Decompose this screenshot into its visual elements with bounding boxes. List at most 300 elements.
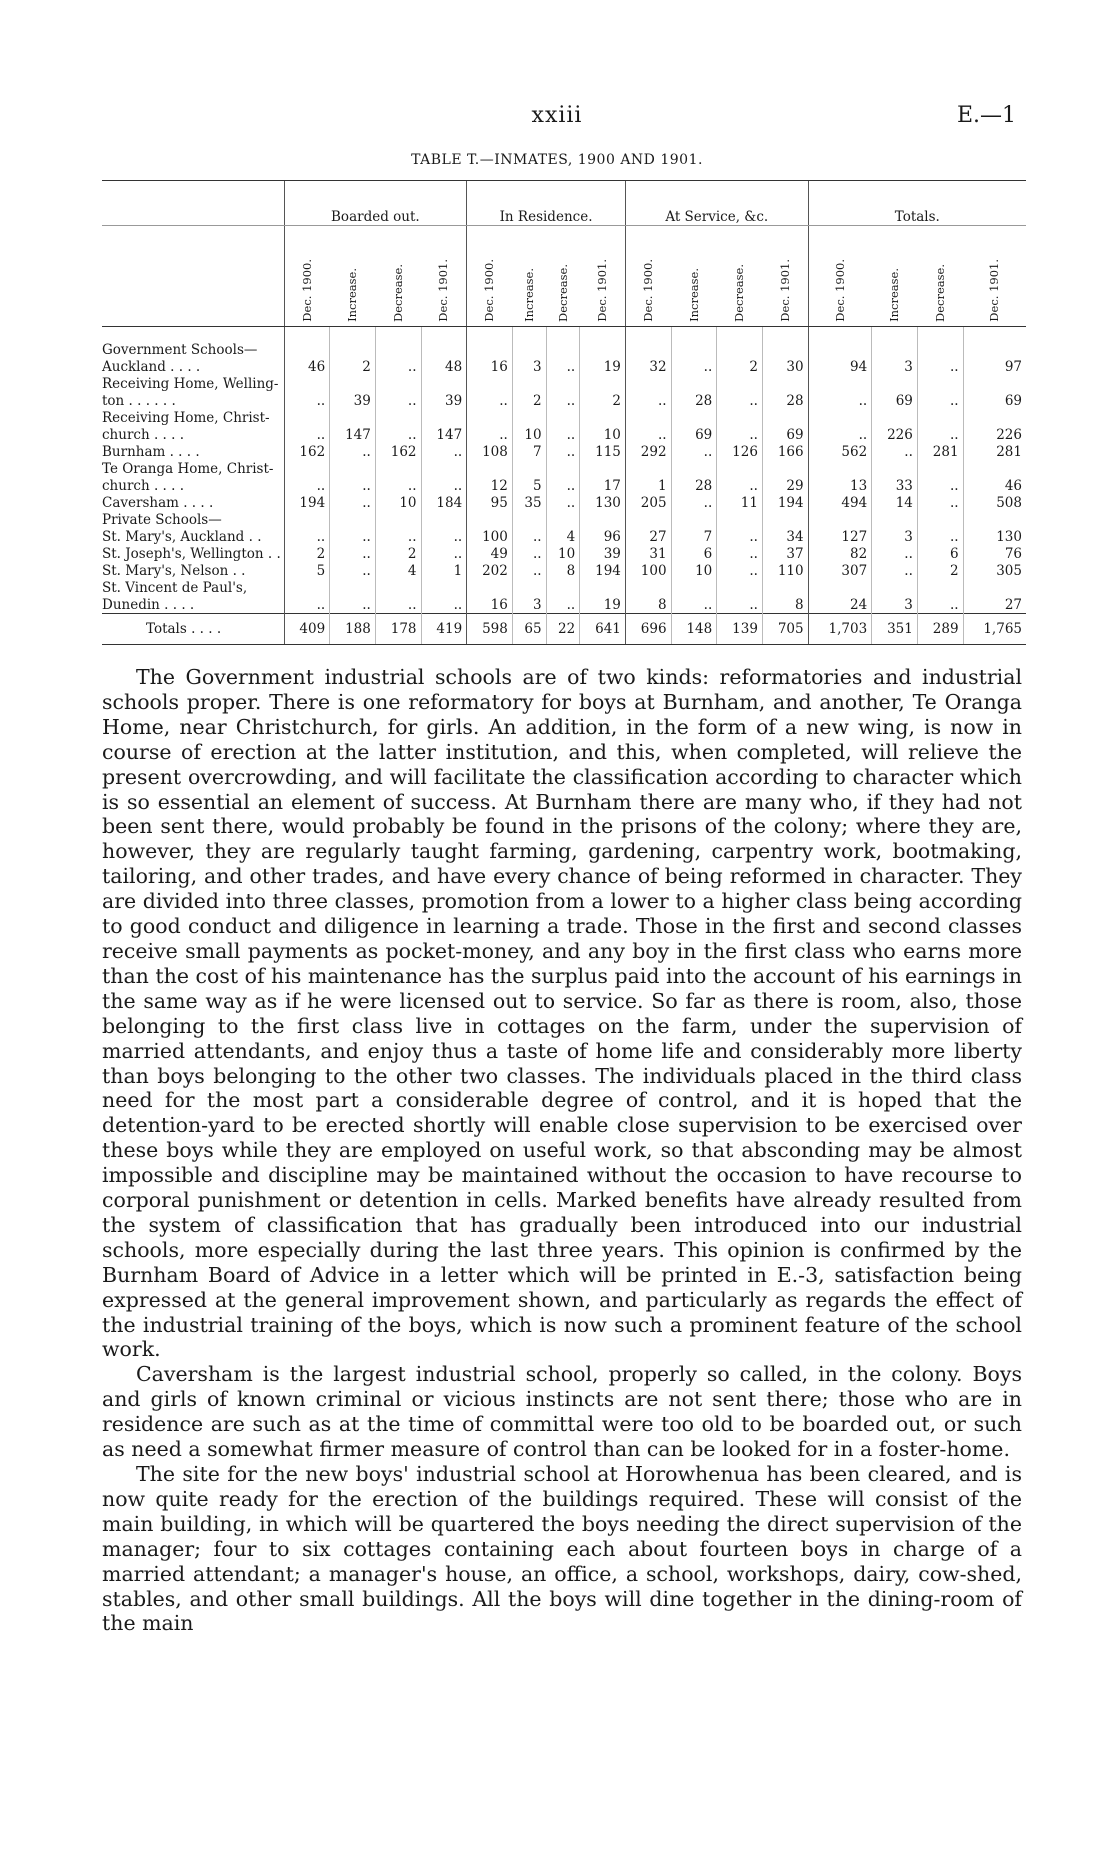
subcolumn-header-label: Dec. 1900. [641,259,656,323]
table-cell: 28 [671,392,717,409]
table-cell: 10 [375,494,421,511]
row-label: Dunedin . . . . [102,597,195,614]
table-cell: 39 [421,392,467,409]
table-cell: 147 [330,426,376,443]
row-label: Private Schools— [102,512,222,529]
subcolumn-header-label: Dec. 1901. [436,259,451,323]
table-row [102,545,1026,562]
table-cell: 96 [580,528,626,545]
table-cell: .. [625,392,671,409]
table-cell [421,409,467,426]
table-cell [284,579,330,596]
table-cell: 17 [580,477,626,494]
table-cell [762,375,808,392]
table-cell: 1 [421,562,467,579]
subcolumn-header [717,226,763,327]
table-cell: .. [512,528,546,545]
table-cell: 32 [625,358,671,375]
table-group-header-row [102,181,1026,226]
group-header-at-service: At Service, &c. [625,181,808,226]
subcolumn-header [284,226,330,327]
table-cell [872,460,918,477]
table-row [102,426,1026,443]
table-cell: 705 [762,614,808,645]
page-number: xxiii [531,103,583,128]
table-cell: 7 [671,528,717,545]
body-text [102,665,1022,1636]
table-cell: 126 [717,443,763,460]
row-label: church . . . . [102,478,184,495]
table-cell: .. [284,392,330,409]
table-cell: 2 [512,392,546,409]
table-cell: .. [717,477,763,494]
table-cell [671,460,717,477]
table-cell: 1 [625,477,671,494]
table-cell: 202 [467,562,513,579]
table-cell: 12 [467,477,513,494]
table-cell: 82 [808,545,872,562]
table-cell: 8 [546,562,580,579]
table-cell [421,579,467,596]
table-cell: 29 [762,477,808,494]
table-cell [375,460,421,477]
table-cell: .. [546,596,580,614]
subcolumn-header-label: Dec. 1900. [299,259,314,323]
table-cell: 292 [625,443,671,460]
table-cell: .. [330,477,376,494]
table-cell [671,327,717,359]
row-label: Auckland . . . . [102,359,201,376]
table-cell [625,327,671,359]
table-cell [580,375,626,392]
subcolumn-header-label: Decrease. [390,264,405,323]
table-cell [717,409,763,426]
table-cell: .. [421,528,467,545]
table-cell: 205 [625,494,671,511]
row-label: church . . . . [102,427,184,444]
table-cell [717,579,763,596]
table-cell: 6 [917,545,963,562]
table-cell: .. [872,443,918,460]
table-cell: 562 [808,443,872,460]
table-cell [717,375,763,392]
table-cell: .. [546,426,580,443]
table-cell: 494 [808,494,872,511]
table-cell: 305 [963,562,1026,579]
table-cell: 409 [284,614,330,645]
table-cell: .. [330,443,376,460]
paragraph-caversham: Caversham is the largest industrial school, properly so called, in the colony. Boys and girls of known criminal or vicious instincts are not sent there; those who are in residence are such as at the time of committal were too old to be boarded out, or such as need a somewhat firmer measure of control than can be looked for in a foster-home. [102,1362,1022,1462]
table-cell: .. [512,545,546,562]
table-cell: 289 [917,614,963,645]
table-cell [375,375,421,392]
table-cell: 226 [963,426,1026,443]
table-cell: 188 [330,614,376,645]
table-cell: 27 [625,528,671,545]
table-cell [330,460,376,477]
table-cell [917,460,963,477]
table-cell: 69 [762,426,808,443]
table-cell: 69 [671,426,717,443]
table-cell: 598 [467,614,513,645]
subcolumn-header-label: Dec. 1901. [777,259,792,323]
table-cell: .. [375,426,421,443]
table-cell: .. [717,528,763,545]
table-cell [375,409,421,426]
group-header-boarded-out: Boarded out. [284,181,467,226]
table-cell [963,511,1026,528]
table-cell [546,327,580,359]
table-cell: 10 [512,426,546,443]
subcolumn-header [808,226,872,327]
table-cell [625,579,671,596]
table-cell [284,511,330,528]
table-cell: 10 [546,545,580,562]
table-cell: 37 [762,545,808,562]
table-cell [546,511,580,528]
table-cell: 46 [284,358,330,375]
table-row [102,375,1026,392]
table-cell [808,579,872,596]
table-row [102,392,1026,409]
inmates-table [102,180,1026,645]
table-cell: 166 [762,443,808,460]
row-label: ton . . . . . . [102,393,176,410]
table-cell: .. [330,562,376,579]
table-row [102,511,1026,528]
table-cell [717,460,763,477]
subcolumn-header [375,226,421,327]
table-cell: .. [512,562,546,579]
table-cell: 194 [580,562,626,579]
table-cell [330,409,376,426]
table-stub-subheader [102,226,284,327]
table-cell: 28 [762,392,808,409]
table-cell [467,511,513,528]
table-cell [546,409,580,426]
table-cell [284,375,330,392]
table-cell [808,511,872,528]
table-cell: 3 [872,596,918,614]
table-cell: .. [375,392,421,409]
table-cell [872,579,918,596]
table-cell: 110 [762,562,808,579]
table-cell: 10 [671,562,717,579]
table-cell [546,579,580,596]
table-cell: 8 [762,596,808,614]
table-row [102,528,1026,545]
table-cell: .. [284,528,330,545]
table-cell: .. [375,358,421,375]
table-cell: 28 [671,477,717,494]
table-cell: 5 [512,477,546,494]
table-subcolumn-header-row [102,226,1026,327]
paragraph-reformatories: The Government industrial schools are of two kinds: reformatories and industrial schools proper. There is one reformatory for boys at Burnham, and another, Te Oranga Home, near Christchurch, for girls. An addition, in the form of a new wing, is now in course of erection at the latter institution, and this, when completed, will relieve the present overcrowding, and will facilitate the classification according to character which is so essential an element of success. At Burnham there are many who, if they had not been sent there, would probably be found in the prisons of the colony; where they are, however, they are regularly taught farming, gardening, carpentry work, bootmaking, tailoring, and other trades, and have every chance of being reformed in character. They are divided into three classes, promotion from a lower to a higher class being according to good conduct and diligence in learning a trade. Those in the first and second classes receive small payments as pocket-money, and any boy in the first class who earns more than the cost of his maintenance has the surplus paid into the account of his earnings in the same way as if he were licensed out to service. So far as there is room, also, those belonging to the first class live in cottages on the farm, under the supervision of married attendants, and enjoy thus a taste of home life and considerably more liberty than boys belonging to the other two classes. The individuals placed in the third class need for the most part a considerable degree of control, and it is hoped that the detention-yard to be erected shortly will enable close supervision to be exercised over these boys while they are employed on useful work, so that absconding may be almost impossible and discipline may be maintained without the occasion to have recourse to corporal punishment or detention in cells. Marked benefits have already resulted from the system of classification that has gradually been introduced into our industrial schools, more especially during the last three years. This opinion is confirmed by the Burnham Board of Advice in a letter which will be printed in E.-3, satisfaction being expressed at the general improvement shown, and particularly as regards the effect of the industrial training of the boys, which is now such a prominent feature of the school work. [102,665,1022,1362]
table-cell [375,327,421,359]
table-row [102,494,1026,511]
table-cell: 13 [808,477,872,494]
table-row [102,409,1026,426]
table-cell: 696 [625,614,671,645]
table-cell: 6 [671,545,717,562]
table-cell: 8 [625,596,671,614]
subcolumn-header [917,226,963,327]
subcolumn-header [546,226,580,327]
table-cell [872,511,918,528]
table-cell [872,327,918,359]
table-cell [671,409,717,426]
table-cell: 30 [762,358,808,375]
subcolumn-header-label: Decrease. [732,264,747,323]
table-cell: 162 [375,443,421,460]
table-cell: .. [917,528,963,545]
table-cell [808,327,872,359]
table-cell [917,409,963,426]
table-row [102,460,1026,477]
table-cell: 95 [467,494,513,511]
table-cell: 1,703 [808,614,872,645]
table-cell [917,579,963,596]
table-cell: 31 [625,545,671,562]
subcolumn-header [872,226,918,327]
table-cell: 11 [717,494,763,511]
table-cell: .. [330,528,376,545]
table-cell: .. [284,426,330,443]
table-cell: 127 [808,528,872,545]
table-cell: 39 [580,545,626,562]
table-row [102,579,1026,596]
table-cell [284,409,330,426]
subcolumn-header-label: Decrease. [555,264,570,323]
table-cell [467,579,513,596]
table-row [102,358,1026,375]
table-cell: .. [917,358,963,375]
table-cell: .. [917,426,963,443]
table-cell: .. [546,358,580,375]
table-cell [512,375,546,392]
table-cell: 130 [963,528,1026,545]
table-cell: 226 [872,426,918,443]
table-cell: 194 [762,494,808,511]
table-cell: .. [284,477,330,494]
table-cell: 7 [512,443,546,460]
subcolumn-header [330,226,376,327]
table-cell: 108 [467,443,513,460]
subcolumn-header [762,226,808,327]
row-label: St. Vincent de Paul's, [102,580,248,597]
table-cell [762,409,808,426]
group-header-totals: Totals. [808,181,1026,226]
table-cell: 76 [963,545,1026,562]
table-cell [717,327,763,359]
row-label: St. Joseph's, Wellington . . [102,546,281,563]
table-cell: .. [546,494,580,511]
table-stub-header [102,181,284,226]
table-cell [671,579,717,596]
table-cell [762,460,808,477]
table-cell: 3 [872,358,918,375]
table-cell [625,511,671,528]
table-cell: .. [421,443,467,460]
table-cell [330,511,376,528]
table-cell [625,375,671,392]
table-cell: 69 [963,392,1026,409]
table-cell: .. [717,392,763,409]
row-label: Receiving Home, Welling- [102,376,279,393]
table-cell [917,327,963,359]
table-cell: .. [330,494,376,511]
table-cell: 281 [917,443,963,460]
table-cell: .. [421,545,467,562]
table-cell: 194 [284,494,330,511]
row-label: Te Oranga Home, Christ- [102,461,274,478]
table-cell: 16 [467,596,513,614]
table-cell: 5 [284,562,330,579]
table-cell: .. [808,392,872,409]
table-cell: .. [546,477,580,494]
table-cell: 22 [546,614,580,645]
table-cell [580,327,626,359]
table-cell: .. [917,477,963,494]
table-cell [963,409,1026,426]
table-cell [284,460,330,477]
table-row [102,443,1026,460]
row-label: Totals . . . . [102,614,284,645]
table-cell [467,409,513,426]
table-cell: 4 [375,562,421,579]
table-cell [330,375,376,392]
table-cell: .. [917,494,963,511]
table-cell [546,375,580,392]
table-cell: 351 [872,614,918,645]
paragraph-horowhenua: The site for the new boys' industrial school at Horowhenua has been cleared, and is now quite ready for the erection of the buildings required. These will consist of the main building, in which will be quartered the boys needing the direct supervision of the manager; four to six cottages containing each about fourteen boys in charge of a married attendant; a manager's house, an office, a school, workshops, dairy, cow-shed, stables, and other small buildings. All the boys will dine together in the dining-room of the main [102,1462,1022,1636]
table-cell: .. [717,426,763,443]
subcolumn-header-label: Increase. [521,268,536,323]
row-label: Caversham . . . . [102,495,214,512]
table-cell: .. [375,528,421,545]
table-cell: 19 [580,358,626,375]
subcolumn-header-label: Increase. [887,268,902,323]
table-cell [963,375,1026,392]
table-cell: 3 [512,596,546,614]
table-cell [580,460,626,477]
table-cell: 2 [375,545,421,562]
table-title: TABLE T.—INMATES, 1900 AND 1901. [411,152,703,168]
table-cell [808,460,872,477]
table-cell: 641 [580,614,626,645]
table-cell [580,409,626,426]
table-body [102,327,1026,645]
table-cell: .. [917,596,963,614]
row-label: Burnham . . . . [102,444,200,461]
table-cell: 115 [580,443,626,460]
table-cell [467,375,513,392]
subcolumn-header [580,226,626,327]
table-cell: 139 [717,614,763,645]
subcolumn-header-label: Dec. 1901. [987,259,1002,323]
table-cell [625,409,671,426]
table-cell: .. [671,358,717,375]
table-cell: 46 [963,477,1026,494]
table-row [102,477,1026,494]
table-row [102,562,1026,579]
table-cell [872,375,918,392]
subcolumn-header [512,226,546,327]
table-cell: 19 [580,596,626,614]
subcolumn-header-label: Dec. 1900. [832,259,847,323]
table-cell: 14 [872,494,918,511]
table-cell: 3 [872,528,918,545]
table-cell [762,511,808,528]
table-cell [512,460,546,477]
subcolumn-header-label: Increase. [686,268,701,323]
table-cell: .. [330,596,376,614]
table-cell: .. [717,596,763,614]
subcolumn-header-label: Dec. 1901. [595,259,609,323]
table-cell [917,375,963,392]
table-cell: .. [467,426,513,443]
table-cell: .. [717,562,763,579]
table-cell: 508 [963,494,1026,511]
table-cell: 4 [546,528,580,545]
table-cell [421,327,467,359]
table-cell [671,511,717,528]
table-cell: 2 [330,358,376,375]
table-cell [421,511,467,528]
table-cell [580,579,626,596]
table-cell [330,579,376,596]
table-cell [808,375,872,392]
table-cell: 2 [580,392,626,409]
table-cell: 130 [580,494,626,511]
table-cell: .. [284,596,330,614]
table-cell: .. [808,426,872,443]
table-cell: 100 [467,528,513,545]
table-cell [917,511,963,528]
table-cell: 2 [717,358,763,375]
table-cell [512,511,546,528]
subcolumn-header [671,226,717,327]
table-cell [512,409,546,426]
table-cell: 10 [580,426,626,443]
row-label: Government Schools— [102,342,258,359]
table-cell [546,460,580,477]
table-cell: 3 [512,358,546,375]
subcolumn-header-label: Increase. [345,268,360,323]
table-cell [717,511,763,528]
totals-row [102,614,1026,645]
subcolumn-header [963,226,1026,327]
table-cell: 94 [808,358,872,375]
group-header-in-residence: In Residence. [467,181,626,226]
table-cell: .. [330,545,376,562]
table-cell: .. [671,596,717,614]
table-cell: .. [671,494,717,511]
table-cell: 307 [808,562,872,579]
table-cell [963,579,1026,596]
table-cell [284,327,330,359]
table-cell: .. [671,443,717,460]
table-cell [512,579,546,596]
row-label: St. Mary's, Auckland . . [102,529,262,546]
table-cell [467,460,513,477]
table-cell [421,460,467,477]
table-cell [762,327,808,359]
table-cell: 162 [284,443,330,460]
table-row [102,327,1026,359]
table-cell [421,375,467,392]
table-cell: 419 [421,614,467,645]
